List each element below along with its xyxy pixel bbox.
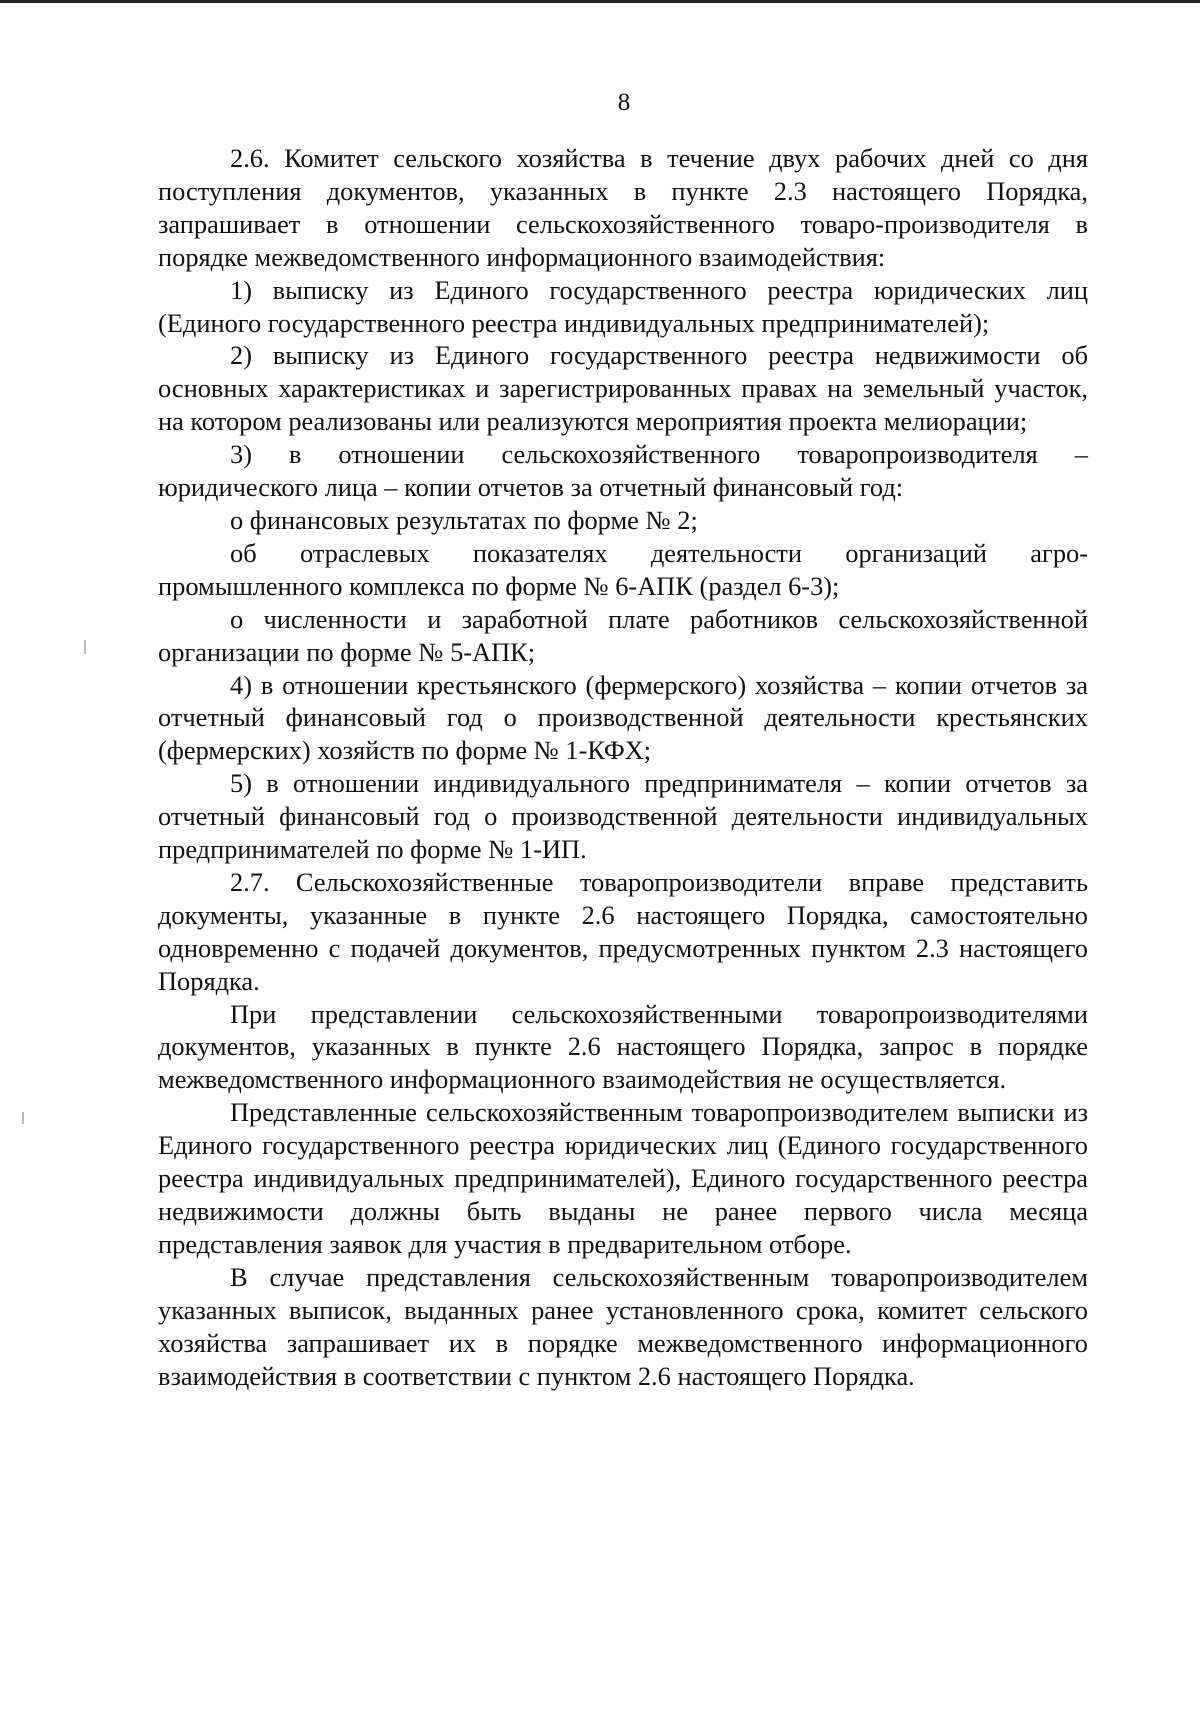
list-item-1: 1) выписку из Единого государственного реестра юридических лиц (Единого государственного реестра индивидуальных предпринимателей); xyxy=(158,274,1088,338)
scan-margin-mark xyxy=(84,640,86,654)
list-item-3: 3) в отношении сельскохозяйственного товаропроизводителя – юридического лица – копии отчетов за отчетный финансовый год: xyxy=(158,439,1088,503)
scan-margin-mark xyxy=(22,1112,24,1124)
paragraph-extracts-validity: Представленные сельскохозяйственным товаропроизводителем выписки из Единого государственного реестра юридических лиц (Единого государственного реестра индивидуальных предпринимателей), Единого государственного реестра недвижимости должны быть выданы не ранее первого числа месяца представления заявок для участия в предварительном отборе. xyxy=(158,1097,1088,1259)
scan-top-edge xyxy=(0,0,1200,3)
paragraph-2-6: 2.6. Комитет сельского хозяйства в течение двух рабочих дней со дня поступления документов, указанных в пункте 2.3 настоящего Порядка, запрашивает в отношении сельскохозяйственного товаро-производителя в порядке межведомственного информационного взаимодействия: xyxy=(158,143,1088,272)
sub-item-form-2: о финансовых результатах по форме № 2; xyxy=(230,504,698,535)
sub-item-form-6-apk: об отраслевых показателях деятельности организаций агро-промышленного комплекса по форме № 6-АПК (раздел 6-3); xyxy=(158,537,1088,601)
sub-item-form-5-apk: о численности и заработной плате работников сельскохозяйственной организации по форме № 5-АПК; xyxy=(158,603,1088,667)
list-item-2: 2) выписку из Единого государственного реестра недвижимости об основных характеристиках и зарегистрированных правах на земельный участок, на котором реализованы или реализуются мероприятия проекта мелиорации; xyxy=(158,340,1088,437)
document-body xyxy=(158,142,1088,1392)
paragraph-2-7: 2.7. Сельскохозяйственные товаропроизводители вправе представить документы, указанные в пункте 2.6 настоящего Порядка, самостоятельно одновременно с подачей документов, предусмотренных пунктом 2.3 настоящего Порядка. xyxy=(158,866,1088,996)
list-item-5: 5) в отношении индивидуального предпринимателя – копии отчетов за отчетный финансовый год о производственной деятельности индивидуальных предпринимателей по форме № 1-ИП. xyxy=(158,768,1088,865)
list-item-4: 4) в отношении крестьянского (фермерского) хозяйства – копии отчетов за отчетный финансовый год о производственной деятельности крестьянских (фермерских) хозяйств по форме № 1-КФХ; xyxy=(158,669,1088,766)
page-number: 8 xyxy=(617,89,631,116)
paragraph-no-request: При представлении сельскохозяйственными товаропроизводителями документов, указанных в пункте 2.6 настоящего Порядка, запрос в порядке межведомственного информационного взаимодействия не осуществляется. xyxy=(158,998,1088,1095)
paragraph-expired-extracts: В случае представления сельскохозяйственным товаропроизводителем указанных выписок, выданных ранее установленного срока, комитет сельского хозяйства запрашивает их в порядке межведомственного информационного взаимодействия в соответствии с пунктом 2.6 настоящего Порядка. xyxy=(158,1261,1088,1391)
